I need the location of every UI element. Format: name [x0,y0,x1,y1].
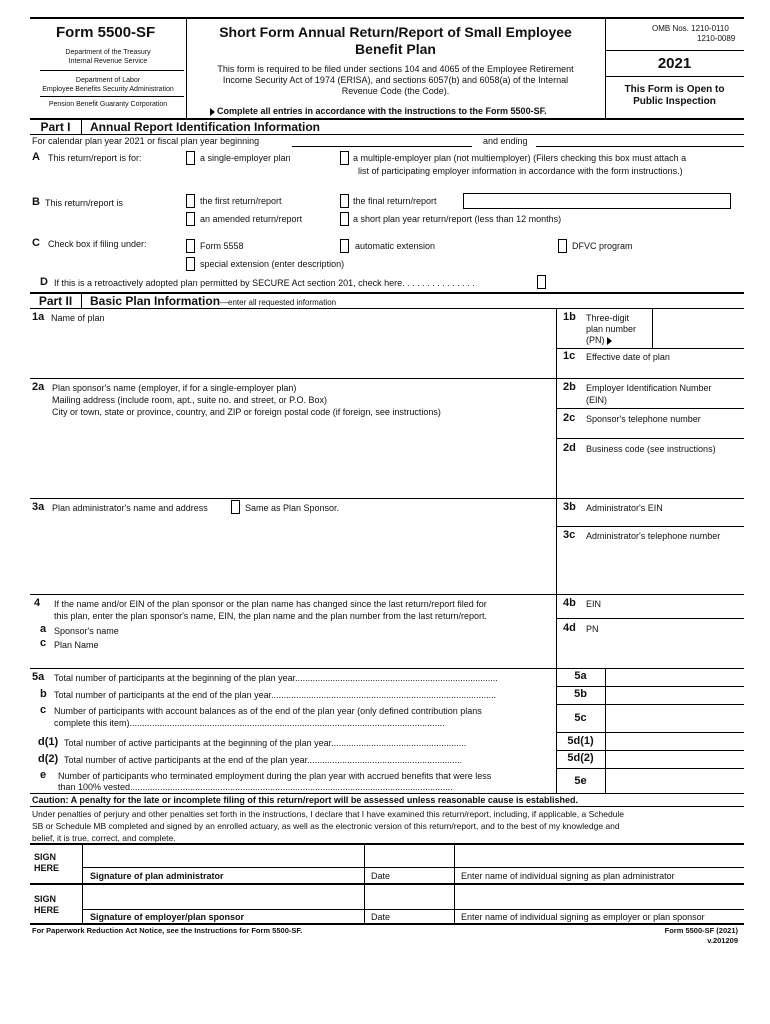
caution-bottom-rule [30,806,744,807]
multiple-employer-label-1: a multiple-employer plan (not multiemployer) (Filers checking this box must attach a [353,153,687,163]
plan-administrator-input[interactable] [30,516,556,592]
sign-bottom-rule [30,923,744,925]
automatic-extension-label: automatic extension [355,241,436,251]
line-5d2-label: Total number of active participants at the end of the plan year.............................................................. [64,755,463,765]
employer-name-field[interactable] [455,885,744,909]
agency-rule-2 [40,96,184,97]
special-extension-label: special extension (enter description) [200,259,345,269]
sign-here-1-a: SIGN [34,852,57,862]
first-return-checkbox[interactable] [186,194,195,208]
line-5e-num: e [40,769,47,781]
line-d-letter: D [40,276,48,288]
line-a-letter: A [32,151,40,163]
rule-2c [556,408,744,409]
admin-signature-label: Signature of plan administrator [90,871,224,881]
line-5d2-num: d(2) [38,753,59,765]
sign-here-1-b: HERE [34,863,60,873]
employer-date-field[interactable] [365,885,454,909]
box-5a-label: 5a [574,670,587,682]
line-2d-label: Business code (see instructions) [586,444,716,454]
agency-labor: Department of Labor [75,77,141,84]
line-4-text-1: If the name and/or EIN of the plan sponsor or the plan name has changed since the last return/report filed for [54,599,487,609]
admin-name-field[interactable] [455,845,744,867]
line-4c-label: Plan Name [54,640,99,650]
line-2b-label-1: Employer Identification Number [586,383,712,393]
final-return-input[interactable] [463,193,731,209]
agency-irs: Internal Revenue Service [68,58,148,65]
multiple-employer-label-2: list of participating employer information in accordance with the form instructions.) [358,166,683,176]
line-5b-num: b [40,688,47,700]
form-5558-checkbox[interactable] [186,239,195,253]
line-5d1-num: d(1) [38,736,59,748]
line-5c-label-1: Number of participants with account balances as of the end of the plan year (only defined contribution plans [54,706,482,716]
line-1b-label-1: Three-digit [586,313,630,323]
plan-name-input[interactable] [30,324,556,368]
line-2a-label-3: City or town, state or province, country, and ZIP or foreign postal code (if foreign, see instructions) [52,407,441,417]
omb-number-2: 1210-0089 [697,34,736,43]
right-column-divider [556,308,557,668]
plan-number-input[interactable] [653,309,744,348]
line-1b-num: 1b [563,311,576,323]
line-b-text: This return/report is [45,198,124,208]
admin-name-label: Enter name of individual signing as plan administrator [461,871,675,881]
box-5b-label: 5b [574,688,587,700]
line-3a-num: 3a [32,501,45,513]
line-5e-label-2: than 100% vested................................................................................................................................. [58,782,453,792]
line-1b-label-3: (PN) [586,335,605,345]
tax-year: 2021 [657,55,692,72]
line-b-letter: B [32,196,40,208]
part2-subtitle: —enter all requested information [220,298,337,307]
calendar-year-text: For calendar plan year 2021 or fiscal plan year beginning [32,136,260,146]
line-2d-num: 2d [563,442,576,454]
caution-text: Caution: A penalty for the late or incomplete filing of this return/report will be assessed unless reasonable cause is established. [32,795,578,805]
box-5e-label: 5e [574,775,587,787]
line-5a-label: Total number of participants at the beginning of the plan year................................................................................. [54,673,498,683]
line-3b-num: 3b [563,501,576,513]
sign-here-2-a: SIGN [34,894,57,904]
top-rule [30,17,744,19]
line-3c-label: Administrator's telephone number [586,531,721,541]
final-return-label: the final return/report [353,196,437,206]
line-4a-letter: a [40,623,47,635]
line-5c-num: c [40,704,47,716]
perjury-line-2: SB or Schedule MB completed and signed by an enrolled actuary, as well as the electronic version of this return/report, and to the best of my knowledge and [32,821,620,831]
form-title-line1: Short Form Annual Return/Report of Small Employee [219,24,572,40]
line-3b-label: Administrator's EIN [586,503,663,513]
part2-title-rule [30,308,744,309]
omb-number-1: OMB Nos. 1210-0110 [652,24,729,33]
line-5d1-label: Total number of active participants at the beginning of the plan year...................................................... [64,738,467,748]
fiscal-begin-line[interactable] [292,146,472,147]
part1-title-rule [30,134,744,135]
omb-rule [605,50,744,51]
line-5d2-input[interactable] [606,751,744,768]
part1-label: Part I [30,120,82,134]
line-1a-label: Name of plan [51,313,105,323]
part2-label: Part II [30,294,82,308]
box-5d1-label: 5d(1) [567,735,594,747]
line-5e-input[interactable] [606,769,744,793]
line-c-letter: C [32,237,40,249]
line-4d-num: 4d [563,622,576,634]
multiple-employer-checkbox[interactable] [340,151,349,165]
dfvc-program-checkbox[interactable] [558,239,567,253]
rule-2d [556,438,744,439]
line-4a-label: Sponsor's name [54,626,119,636]
rule-3 [30,498,744,499]
same-as-sponsor-checkbox[interactable] [231,500,240,514]
rule-4 [30,594,744,595]
final-return-checkbox[interactable] [340,194,349,208]
automatic-extension-checkbox[interactable] [340,239,349,253]
line-5c-label-2: complete this item).............................................................................................................................. [54,718,445,728]
single-employer-label: a single-employer plan [200,153,291,163]
perjury-line-1: Under penalties of perjury and other penalties set forth in the instructions, I declare that I have examined this return/report, including, if applicable, a Schedule [32,809,625,819]
single-employer-checkbox[interactable] [186,151,195,165]
special-extension-checkbox[interactable] [186,257,195,271]
year-rule [605,76,744,77]
line-3a-label: Plan administrator's name and address [52,503,208,513]
amended-return-checkbox[interactable] [186,212,195,226]
line-1c-label: Effective date of plan [586,352,670,362]
part2-title-row [90,294,336,308]
agency-ebsa: Employee Benefits Security Administration [42,86,174,93]
rule-4d [556,618,744,619]
line-4d-label: PN [586,624,599,634]
arrow-right-icon [210,108,215,116]
line-a-text: This return/report is for: [48,153,142,163]
form-desc-line2: Income Security Act of 1974 (ERISA), and sections 6057(b) and 6058(a) of the Internal [222,75,569,85]
line-2a-num: 2a [32,381,45,393]
line-2c-num: 2c [563,412,576,424]
caution-top-rule [30,793,744,794]
instruction-line: Complete all entries in accordance with the instructions to the Form 5500-SF. [208,106,547,116]
line-4b-label: EIN [586,599,602,609]
agency-treasury: Department of the Treasury [65,49,151,56]
dfvc-program-label: DFVC program [572,241,633,251]
short-plan-year-checkbox[interactable] [340,212,349,226]
line-2a-label-1: Plan sponsor's name (employer, if for a single-employer plan) [52,383,297,393]
line-5b-input[interactable] [606,687,744,704]
admin-date-label: Date [371,871,391,881]
line-4b-num: 4b [563,597,576,609]
line-d-text: If this is a retroactively adopted plan permitted by SECURE Act section 201, check here. . . . . . . . . . . . . . . [54,278,475,288]
ending-text: and ending [483,136,528,146]
footer-form-id: Form 5500-SF (2021) [664,926,738,935]
line-1a-num: 1a [32,311,45,323]
form-number: Form 5500-SF [56,24,156,41]
agency-rule-1 [40,70,184,71]
line-4-text-2: this plan, enter the plan sponsor's name, EIN, the plan name and the plan number from the last return/report. [54,611,487,621]
rule-3c [556,526,744,527]
line-4-num: 4 [34,597,41,609]
sign-line-1 [82,867,744,868]
form-title-line2: Benefit Plan [355,41,436,57]
line-5c-input[interactable] [606,705,744,732]
same-as-sponsor-label: Same as Plan Sponsor. [245,503,340,513]
line-3c-num: 3c [563,529,576,541]
line-1c-num: 1c [563,350,576,362]
amended-return-label: an amended return/report [200,214,303,224]
fiscal-end-line[interactable] [536,146,744,147]
public-inspection-1: This Form is Open to [624,84,725,95]
agency-pbgc: Pension Benefit Guaranty Corporation [48,101,168,108]
line-2b-label-2: (EIN) [586,395,607,405]
rule-2 [30,378,744,379]
short-plan-year-label: a short plan year return/report (less than 12 months) [353,214,562,224]
form-desc-line1: This form is required to be filed under sections 104 and 4065 of the Employee Retirement [217,64,574,74]
employer-name-label: Enter name of individual signing as employer or plan sponsor [461,912,705,922]
retroactive-plan-checkbox[interactable] [537,275,546,289]
admin-signature-field[interactable] [83,845,364,867]
part2-title: Basic Plan Information [90,294,221,308]
line-1b-label-2: plan number [586,324,637,334]
form-desc-line3: Revenue Code (the Code). [341,86,450,96]
plan-sponsor-input[interactable] [30,420,556,496]
paperwork-notice: For Paperwork Reduction Act Notice, see the Instructions for Form 5500-SF. [32,926,303,935]
employer-signature-field[interactable] [83,885,364,909]
rule-1c [556,348,744,349]
sign-here-2-b: HERE [34,905,60,915]
first-return-label: the first return/report [200,196,282,206]
employer-signature-label: Signature of employer/plan sponsor [90,912,245,922]
perjury-line-3: belief, it is true, correct, and complete. [32,833,176,843]
part1-title: Annual Report Identification Information [90,120,320,134]
admin-date-field[interactable] [365,845,454,867]
employer-date-label: Date [371,912,391,922]
line-5e-label-1: Number of participants who terminated employment during the plan year with accrued benefits that were less [58,771,492,781]
line-1b-label-3-row [586,335,614,345]
line-2a-label-2: Mailing address (include room, apt., suite no. and street, or P.O. Box) [52,395,327,405]
line-5a-input[interactable] [606,669,744,686]
line-c-text: Check box if filing under: [48,239,147,249]
line-2b-num: 2b [563,381,576,393]
line-5a-num: 5a [32,671,45,683]
line-4c-letter: c [40,637,47,649]
box-5d2-label: 5d(2) [567,752,594,764]
public-inspection-2: Public Inspection [633,96,716,107]
line-2c-label: Sponsor's telephone number [586,414,701,424]
form-5558-label: Form 5558 [200,241,244,251]
arrow-right-icon [607,337,612,345]
line-5b-label: Total number of participants at the end of the plan year.......................................................................................... [54,690,497,700]
footer-version: v.201209 [707,936,738,945]
line-5d1-input[interactable] [606,733,744,750]
sign-line-2 [82,909,744,910]
box-5c-label: 5c [574,712,587,724]
